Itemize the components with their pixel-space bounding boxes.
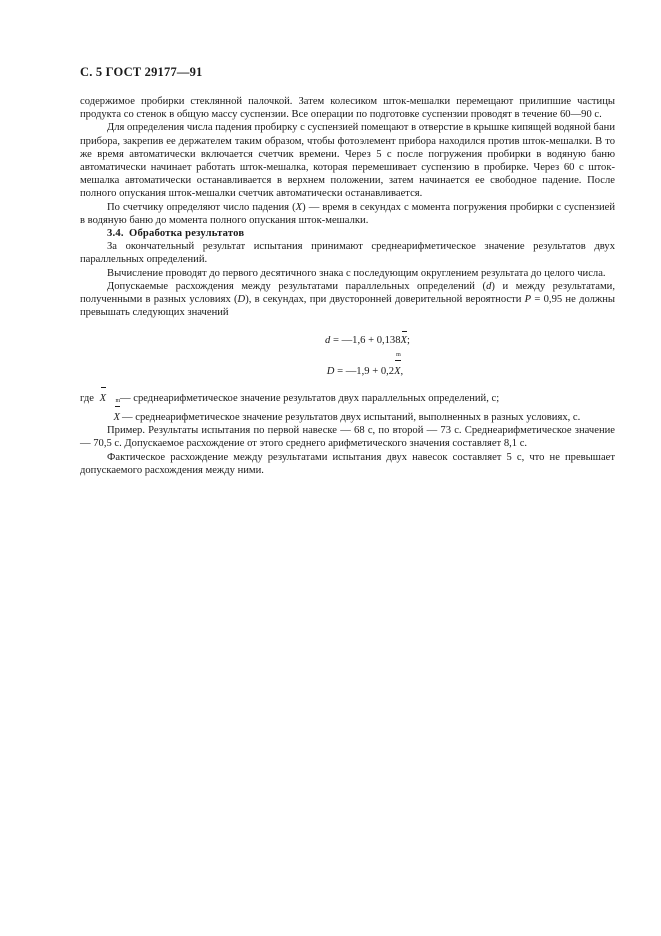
section-heading: [80, 227, 615, 240]
symbol-x: X: [295, 201, 303, 213]
paragraph-example: Пример. Результаты испытания по первой навеске — 68 с, по второй — 73 с. Среднеарифметическое значение — 70,5 с. Допускаемое расхождение от этого среднего арифметического значения составляет 8,1 с.: [80, 425, 615, 450]
mean-x-symbol: X: [401, 334, 407, 347]
section-number: 3.4.: [107, 228, 124, 240]
definition-x-symbol: X: [100, 392, 106, 405]
paragraph-final-result: За окончательный результат испытания принимают среднеарифметическое значение результатов двух параллельных определений.: [80, 241, 615, 266]
paragraph-suspension-prep: содержимое пробирки стеклянной палочкой. Затем колесиком шток-мешалки перемещают прилипшие частицы продукта со стенок в общую массу суспензии. Все операции по подготовке суспензии проводят в течение 60—90 с.: [80, 96, 615, 121]
page-header: С. 5 ГОСТ 29177—91: [80, 65, 203, 79]
paragraph-rounding: Вычисление проводят до первого десятичного знака с последующим округлением результата до целого числа.: [107, 267, 606, 279]
definition-xm-symbol: m X: [113, 398, 121, 424]
definition-mean-xm: m X — среднеарифметическое значение результатов двух испытаний, выполненных в разных условиях, с.: [113, 398, 581, 424]
mean-xm-symbol: m X: [394, 351, 401, 377]
section-title: Обработка результатов: [129, 228, 245, 240]
formula-D: D = —1,9 + 0,2 m X,: [326, 351, 404, 377]
paragraph-allowed-discrepancy: Допускаемые расхождения между результатами параллельных определений (d) и между результатами, полученными в разных условиях (D), в секундах, при двусторонней доверительной вероятности P = 0,95 не должны превышать следующих значений: [80, 280, 616, 319]
paragraph-falling-number-procedure: Для определения числа падения пробирку с суспензией помещают в отверстие в крышке кипящей водяной бани прибора, закрепив ее держателем таким образом, чтобы фотоэлемент прибора находился против шток-мешалки. В то же время автоматически включается счетчик времени. Через 5 с после погружения пробирки в водяную баню автоматически начинает работать шток-мешалка, которая перемешивает суспензию в пробирке. Через 60 с шток-мешалка автоматически останавливается в верхнем положении, затем начинается ее свободное падение. После полного опускания шток-мешалки счетчик автоматически останавливается.: [80, 122, 615, 200]
paragraph-falling-number-definition: По счетчику определяют число падения (X) — время в секундах с момента погружения пробирки с суспензией в водяную баню до момента полного опускания шток-мешалки.: [80, 201, 615, 226]
definition-mean-x: где X — среднеарифметическое значение результатов двух параллельных определений, с;: [80, 392, 615, 405]
formula-d: d = —1,6 + 0,138X ;: [80, 319, 615, 364]
paragraph-actual-discrepancy: Фактическое расхождение между результатами испытания двух навесок составляет 5 с, что не превышает допускаемого расхождения между ними.: [80, 451, 615, 476]
document-body: [80, 95, 615, 477]
